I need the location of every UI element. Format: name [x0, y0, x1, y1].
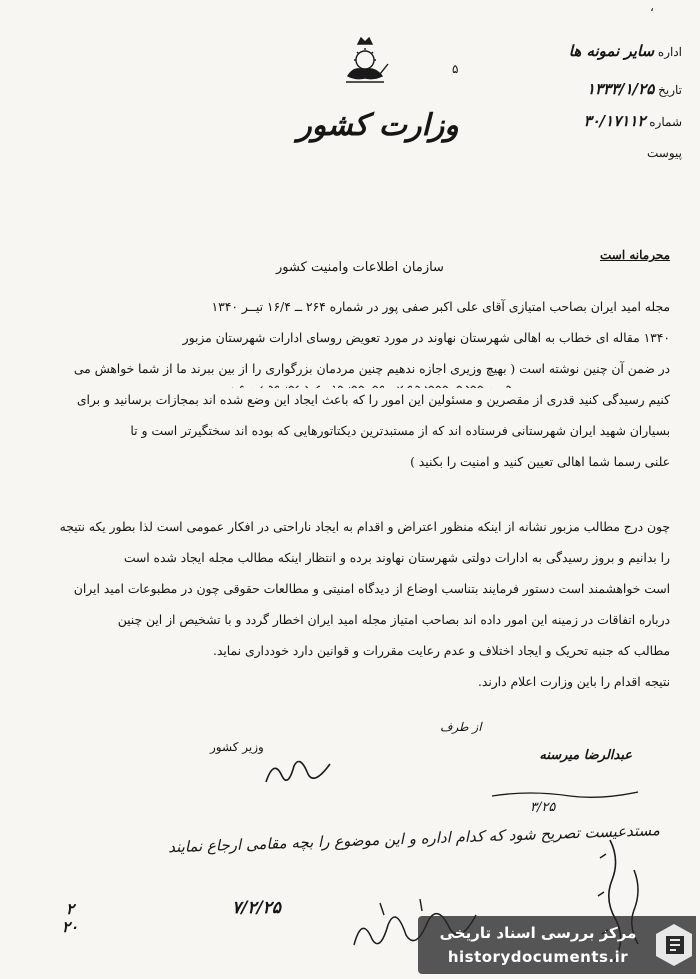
lion-and-sun-emblem-icon — [330, 36, 400, 86]
confidential-mark: محرمانه است — [600, 248, 671, 262]
left-note-line: ۲۰ — [62, 918, 79, 936]
signature-role: وزیر کشور — [210, 740, 264, 754]
meta-date — [522, 80, 682, 98]
handwritten-note: مستدعیست تصریح شود که کدام اداره و این موضوع را بچه مقامی ارجاع نمایند — [167, 821, 661, 857]
ministry-name: وزارت کشور — [297, 108, 459, 143]
watermark-title: مرکز بررسی اسناد تاریخی — [439, 924, 637, 942]
signature-on-behalf: از طرف — [440, 720, 482, 734]
body-line: درباره اتفاقات در زمینه این امور داده اند بصاحب امتیاز مجله امید ایران اخطار گردد و با تشخیص از این چنین — [117, 613, 670, 627]
number-label: شماره — [649, 115, 682, 129]
side-mark: ۵ — [452, 62, 459, 76]
watermark-url: historydocuments.ir — [447, 948, 629, 966]
signatory-name: عبدالرضا میرسنه — [539, 748, 632, 763]
meta-attachment — [522, 146, 682, 160]
body-line: ۱۳۴۰ مقاله ای خطاب به اهالی شهرستان نهاوند در مورد تعویض روسای ادارات شهرستان مزبور — [182, 331, 670, 345]
handwritten-date: ۷/۲/۲۵ — [232, 898, 281, 918]
signature-date: ۳/۲۵ — [530, 800, 556, 815]
body-line: مطالب که جنبه تحریک و ایجاد اختلاف و عدم رعایت مقررات و قوانین دارد خودداری نماید. — [213, 644, 670, 658]
left-note-line: ۲ — [66, 900, 75, 918]
office-value: سایر نمونه ها — [568, 42, 655, 60]
body-line: نتیجه اقدام را باین وزارت اعلام دارند. — [477, 675, 670, 689]
watermark — [418, 916, 696, 974]
body-line: چون درج مطالب مزبور نشانه از اینکه منظور اعتراض و اقدام به ایجاد ناراحتی در افکار عمومی است لذا بطور یکه نتیجه — [59, 520, 670, 534]
signature-scrawl-icon — [260, 752, 340, 792]
body-line: مجله امید ایران بصاحب امتیازی آقای علی اکبر صفی پور در شماره ۲۶۴ ــ ۱۶/۴ تیــر ۱۳۴۰ — [211, 300, 670, 314]
body-line: علنی رسما شما اهالی تعیین کنید و امنیت را بکنید ) — [410, 455, 670, 469]
recipient: سازمان اطلاعات وامنیت کشور — [276, 260, 444, 275]
attachment-label: پیوست — [647, 146, 682, 160]
underlined-quote-text — [232, 373, 532, 387]
underlined-quote — [232, 372, 532, 388]
corner-mark: ، — [650, 0, 654, 14]
body-paragraph-2 — [28, 512, 670, 698]
body-line: کنیم رسیدگی کنید قدری از مقصرین و مسئولین این امور را که باعث ایجاد این وضع شده اند بمجازات برسانید و برای — [76, 393, 670, 407]
left-margin-note — [62, 900, 78, 936]
body-line: بسیاران شهید ایران شهرستانی فرستاده اند که از مستبدترین دیکتاتورهایی که بوده اند سختگیرتر است و تا — [130, 424, 670, 438]
number-value: ۳۰/۱۷۱۱۲ — [583, 112, 646, 130]
archive-logo-icon — [654, 922, 694, 968]
meta-number — [522, 112, 682, 130]
body-line: را بدانیم و بروز رسیدگی به ادارات دولتی شهرستان نهاوند برده و انتظار اینکه مطالب مجله ایجاد شده است — [123, 551, 670, 565]
date-value: ۱۳۳۳/۱/۲۵ — [586, 80, 655, 98]
meta-office — [522, 42, 682, 60]
office-label: اداره — [657, 45, 682, 59]
body-line: است خواهشمند است دستور فرمایند بتناسب اوضاع از دیدگاه امنیتی و مطالعات حقوقی چون در مطبوعات امید ایران — [73, 582, 670, 596]
signature-flourish-icon — [490, 788, 640, 802]
date-label: تاریخ — [658, 83, 682, 97]
body-line: در ضمن آن چنین نوشته است ( بهیچ وزیری اجازه ندهیم چنین مردمان بزرگواری را از بین ببرند ما از شما خواهش می — [73, 362, 670, 376]
